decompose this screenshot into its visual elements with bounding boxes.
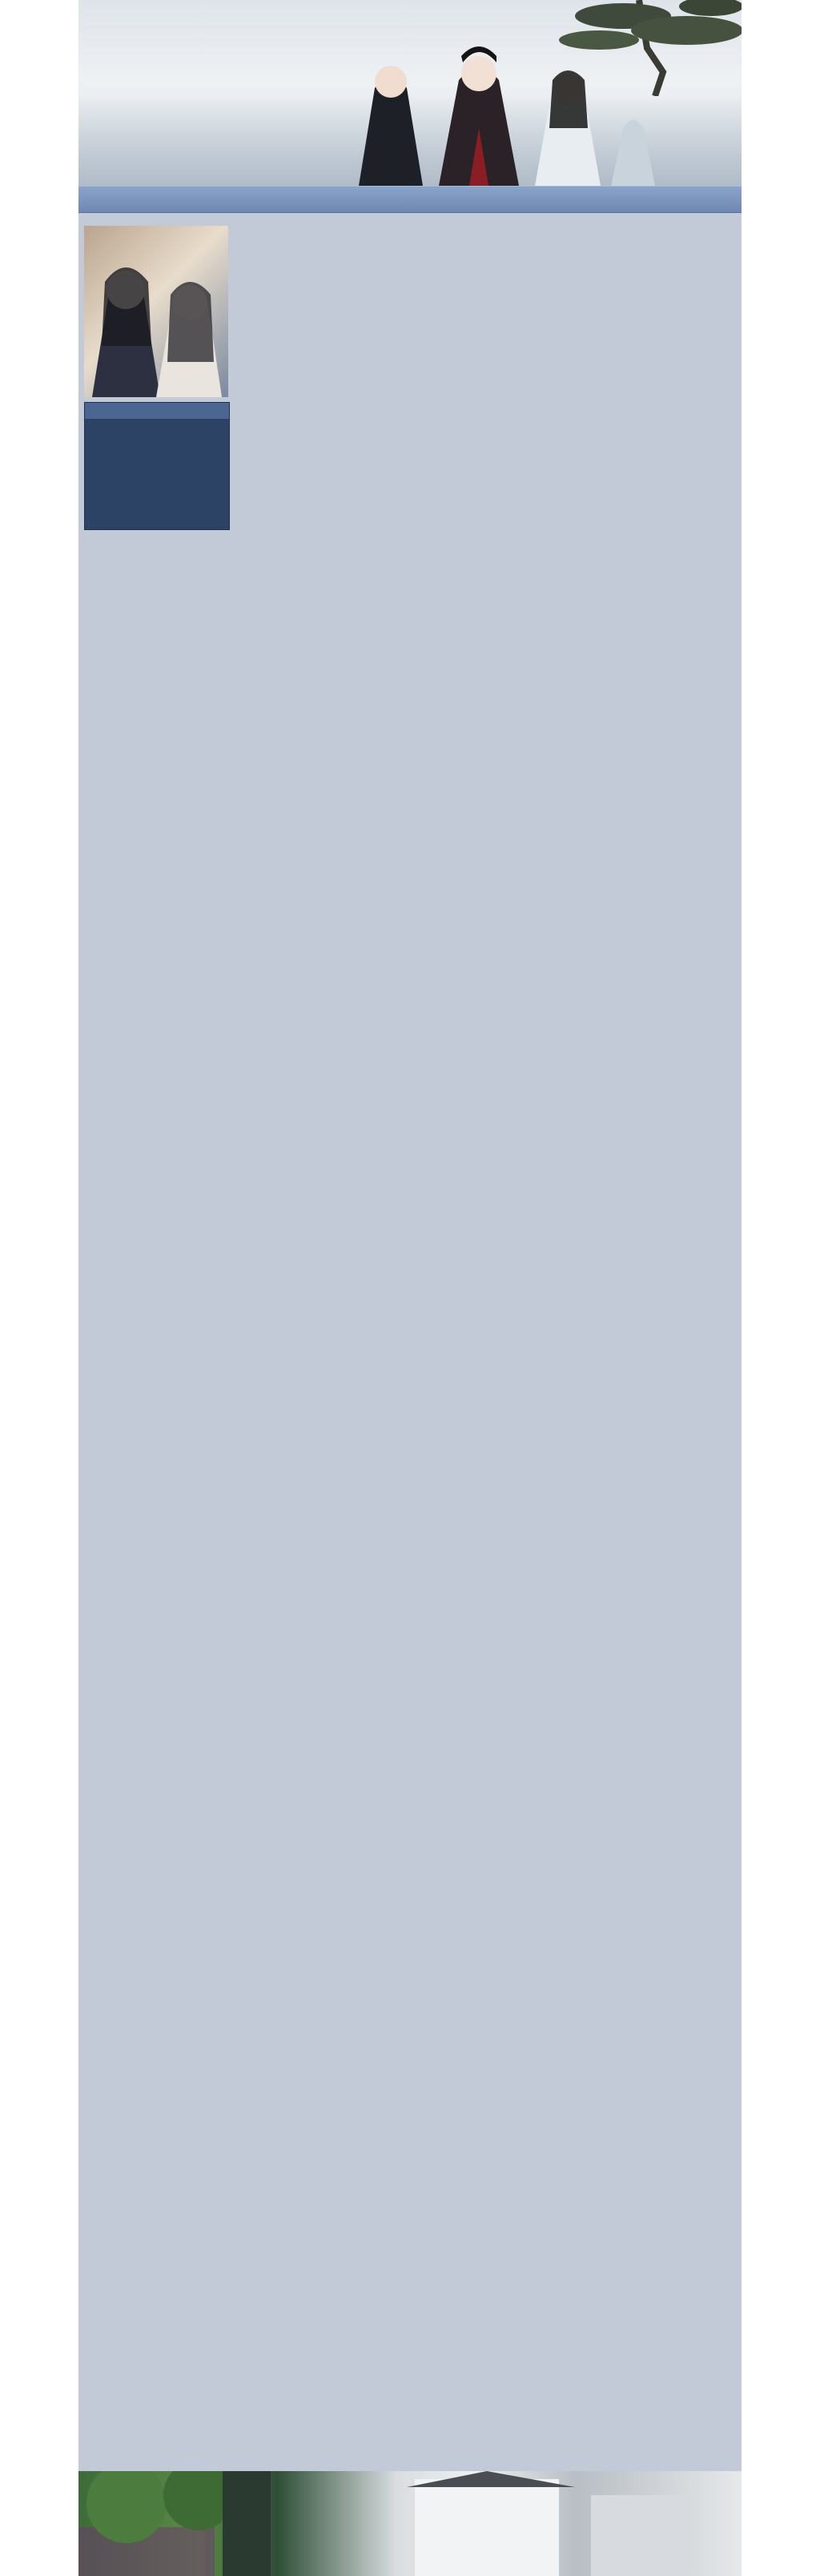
header-banner <box>78 0 742 186</box>
notice-panel <box>84 402 230 530</box>
characters-illustration <box>287 32 671 186</box>
footer-scenery-image <box>78 2471 742 2576</box>
extra-chapters-separator <box>249 256 565 273</box>
page-wrapper <box>78 0 742 2576</box>
notice-text <box>85 419 229 432</box>
sidebar-image <box>84 226 228 397</box>
sidebar <box>84 226 228 530</box>
notice-heading <box>85 403 229 419</box>
table-header <box>249 242 730 256</box>
chapter-table <box>249 242 730 273</box>
nav-bar <box>78 186 742 213</box>
